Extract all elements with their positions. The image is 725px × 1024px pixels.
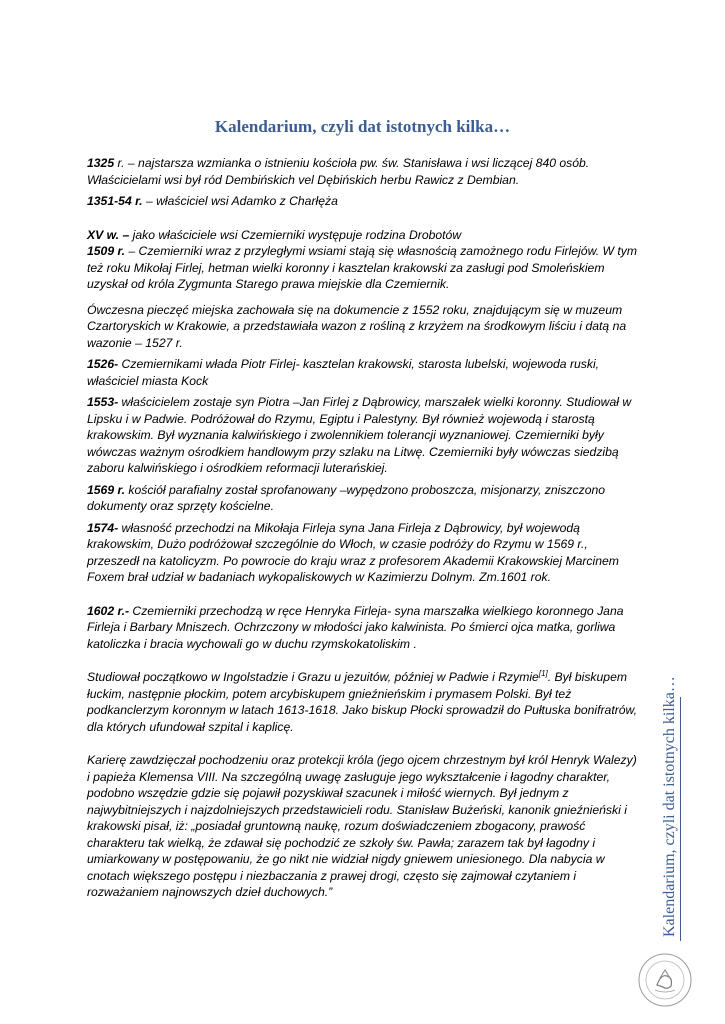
seal-logo xyxy=(637,952,693,1008)
entry-text: r. – najstarsza wzmianka o istnieniu kościoła pw. św. Stanisława i wsi liczącej 840 osób. Właścicielami wsi był ród Dembińskich vel Dębińskich herbu Rawicz z Dembian. xyxy=(87,156,590,187)
entry-text: – właściciel wsi Adamko z Charłęża xyxy=(142,194,338,208)
entry-text: właścicielem zostaje syn Piotra –Jan Firlej z Dąbrowicy, marszałek wielki koronny. Studiował w Lipsku i w Padwie. Podróżował do Rzymu, Egiptu i Palestyny. Był również wojewodą i starostą krakowskim. Był wyznania kalwińskiego i zwolennikiem tolerancji wyznaniowej. Czemierniki były wówczas ważnym ośrodkiem handlowym przy szlaku na Litwę. Czemierniki były wówczas siedzibą zaboru kalwińskiego i ośrodkiem reformacji luterańskiej. xyxy=(87,395,632,475)
entry-text: Czemiernikami włada Piotr Firlej- kasztelan krakowski, starosta lubelski, wojewoda ruski, właściciel miasta Kock xyxy=(87,357,600,388)
entry-1553 xyxy=(87,394,640,477)
studies-text: Studiował początkowo w Ingolstadzie i Grazu u jezuitów, później w Padwie i Rzymie xyxy=(87,670,539,684)
entry-text: kościół parafialny został sprofanowany –wypędzono proboszcza, misjonarzy, zniszczono dokumenty oraz sprzęty kościelne. xyxy=(87,482,606,513)
entry-year: 1351-54 r. xyxy=(87,194,143,208)
entry-year: 1325 xyxy=(87,156,115,170)
entry-year: 1569 r. xyxy=(87,482,125,497)
side-title: Kalendarium, czyli dat istotnych kilka… xyxy=(661,676,678,937)
entry-1325 xyxy=(87,155,640,188)
side-rule xyxy=(680,697,681,941)
entry-text: Czemierniki przechodzą w ręce Henryka Firleja- syna marszałka wielkiego koronnego Jana Firleja i Barbary Mniszech. Ochrzczony w młodości jako kalwinista. Po śmierci ojca matka, gorliwa katoliczka i bracia wychowali go w duchu rzymskokatoliskim . xyxy=(87,603,624,651)
entry-1569 xyxy=(87,482,640,515)
entry-1574 xyxy=(87,520,640,586)
entry-text: – Czemierniki wraz z przyległymi wsiami stają się własnością zamożnego rodu Firlejów. W tym też roku Mikołaj Firlej, hetman wielki koronny i kasztelan krakowski za zasługi pod Smoleńskiem uzyskał od króla Zygmunta Starego prawa miejskie dla Czemiernik. xyxy=(87,244,637,291)
entry-xv xyxy=(87,227,640,244)
entry-seal xyxy=(87,302,640,352)
entry-text: Ówczesna pieczęć miejska zachowała się na dokumencie z 1552 roku, znajdującym się w muzeum Czartoryskich w Krakowie, a przedstawiała wazon z rośliną z krzyżem na środkowym liściu i datą na wazonie – 1527 r. xyxy=(87,302,627,350)
entry-year: XV w. – xyxy=(87,227,130,242)
entry-1351 xyxy=(87,193,640,210)
entry-year: 1526- xyxy=(87,357,119,371)
entry-year: 1602 r.- xyxy=(87,603,130,618)
entry-year: 1574- xyxy=(87,520,119,535)
entry-year: 1509 r. xyxy=(87,244,125,258)
studies-text-cont: . Był biskupem łuckim, następnie płockim, potem arcybiskupem gnieźnieńskim i prymasem Polski. Był też podkanclerzym koronnym w latach 1613-1618. Jako biskup Płocki sprowadził do Pułtuska bonifratrów, dla których ufundował szpital i kaplicę. xyxy=(87,670,638,734)
document-body xyxy=(87,155,640,906)
studies-paragraph xyxy=(87,669,640,735)
page-title: Kalendarium, czyli dat istotnych kilka… xyxy=(214,117,511,136)
career-paragraph: Karierę zawdzięczał pochodzeniu oraz protekcji króla (jego ojcem chrzestnym był król Henryk Walezy) i papieża Klemensa VIII. Na szczególną uwagę zasługuje jego wykształcenie i łagodny charakter, podobno wszędzie gdzie się pojawił pozyskiwał szacunek i miłość wiernych. Był jednym z najwybitniejszych i najzdolniejszych przedstawicieli rodu. Stanisław Bużeński, kanonik gnieźnieński i krakowski pisał, iż: „posiadał gruntowną naukę, rozum doświadczeniem zbogacony, prawość charakteru tak wielką, że zdawał się pochodzić ze szkoły św. Pawła; zarazem tak był łagodny i umiarkowany w postępowaniu, że go nikt nie widział nigdy gniewem uniesionego. Dla nabycia w cnotach większego postępu i niezbaczania z prawej drogi, często się zajmował czytaniem i rozważaniem najnowszych dzieł duchowych.” xyxy=(87,753,637,899)
entry-text: własność przechodzi na Mikołaja Firleja syna Jana Firleja z Dąbrowicy, był wojewodą krakowskim, Dużo podróżował szczególnie do Włoch, w czasie podróży do Rzymu w 1569 r., przeszedł na katolicyzm. Po powrocie do kraju wraz z profesorem Akademii Krakowskiej Marcinem Foxem brał udział w badaniach wykopaliskowych w Kazimierzu Dolnym. Zm.1601 rok. xyxy=(87,520,619,584)
entry-text: jako właściciele wsi Czemierniki występuje rodzina Drobotów xyxy=(129,227,462,242)
entry-year: 1553- xyxy=(87,395,119,409)
entry-1602 xyxy=(87,603,640,653)
entry-1526 xyxy=(87,356,640,389)
seal-icon xyxy=(637,952,693,1008)
footnote-link[interactable]: [1] xyxy=(538,668,548,678)
entry-1509 xyxy=(87,243,640,293)
